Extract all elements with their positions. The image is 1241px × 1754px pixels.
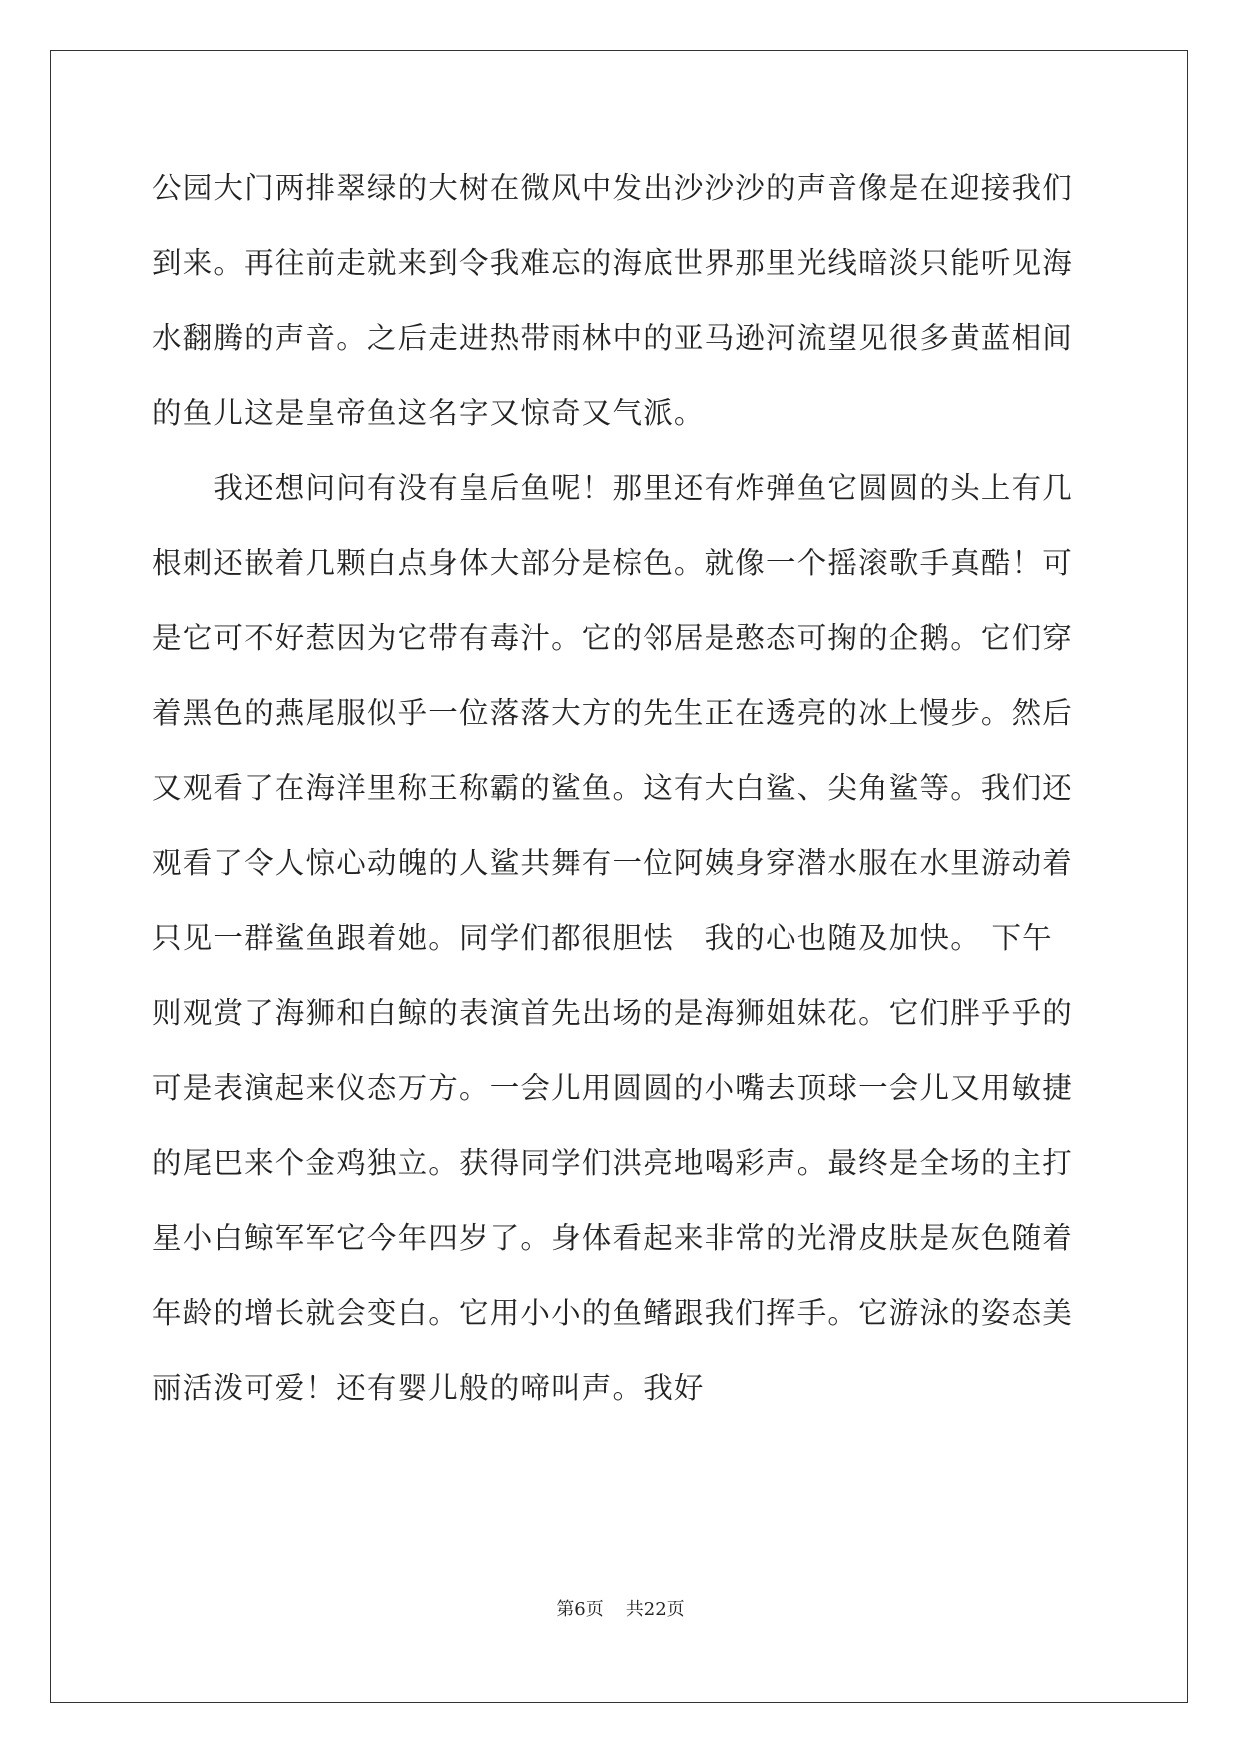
text-line: 可是表演起来仪态万方。一会儿用圆圆的小嘴去顶球一会儿又用敏捷 [152, 1071, 1074, 1105]
text-line: 则观赏了海狮和白鲸的表演首先出场的是海狮姐妹花。它们胖乎乎的 [152, 996, 1074, 1030]
text-line: 我还想问问有没有皇后鱼呢！那里还有炸弹鱼它圆圆的头上有几 [152, 471, 1074, 505]
text-line: 公园大门两排翠绿的大树在微风中发出沙沙沙的声音像是在迎接我们 [152, 171, 1074, 205]
page-footer [0, 1595, 1241, 1621]
text-line: 观看了令人惊心动魄的人鲨共舞有一位阿姨身穿潜水服在水里游动着 [152, 846, 1074, 880]
text-line: 到来。再往前走就来到令我难忘的海底世界那里光线暗淡只能听见海 [152, 246, 1074, 280]
text-line: 的尾巴来个金鸡独立。获得同学们洪亮地喝彩声。最终是全场的主打 [152, 1146, 1074, 1180]
text-line: 根刺还嵌着几颗白点身体大部分是棕色。就像一个摇滚歌手真酷！可 [152, 546, 1074, 580]
text-line: 又观看了在海洋里称王称霸的鲨鱼。这有大白鲨、尖角鲨等。我们还 [152, 771, 1074, 805]
text-line: 丽活泼可爱！还有婴儿般的啼叫声。我好 [152, 1371, 705, 1405]
text-line: 只见一群鲨鱼跟着她。同学们都很胆怯 我的心也随及加快。 下午 [152, 921, 1053, 955]
page-number-total: 共22页 [625, 1599, 685, 1620]
text-line: 年龄的增长就会变白。它用小小的鱼鳍跟我们挥手。它游泳的姿态美 [152, 1296, 1074, 1330]
text-line: 水翻腾的声音。之后走进热带雨林中的亚马逊河流望见很多黄蓝相间 [152, 321, 1074, 355]
text-line: 的鱼儿这是皇帝鱼这名字又惊奇又气派。 [152, 396, 705, 430]
text-line: 是它可不好惹因为它带有毒汁。它的邻居是憨态可掬的企鹅。它们穿 [152, 621, 1074, 655]
page-number-current: 第6页 [556, 1599, 604, 1620]
text-line: 星小白鲸军军它今年四岁了。身体看起来非常的光滑皮肤是灰色随着 [152, 1221, 1074, 1255]
text-line: 着黑色的燕尾服似乎一位落落大方的先生正在透亮的冰上慢步。然后 [152, 696, 1074, 730]
